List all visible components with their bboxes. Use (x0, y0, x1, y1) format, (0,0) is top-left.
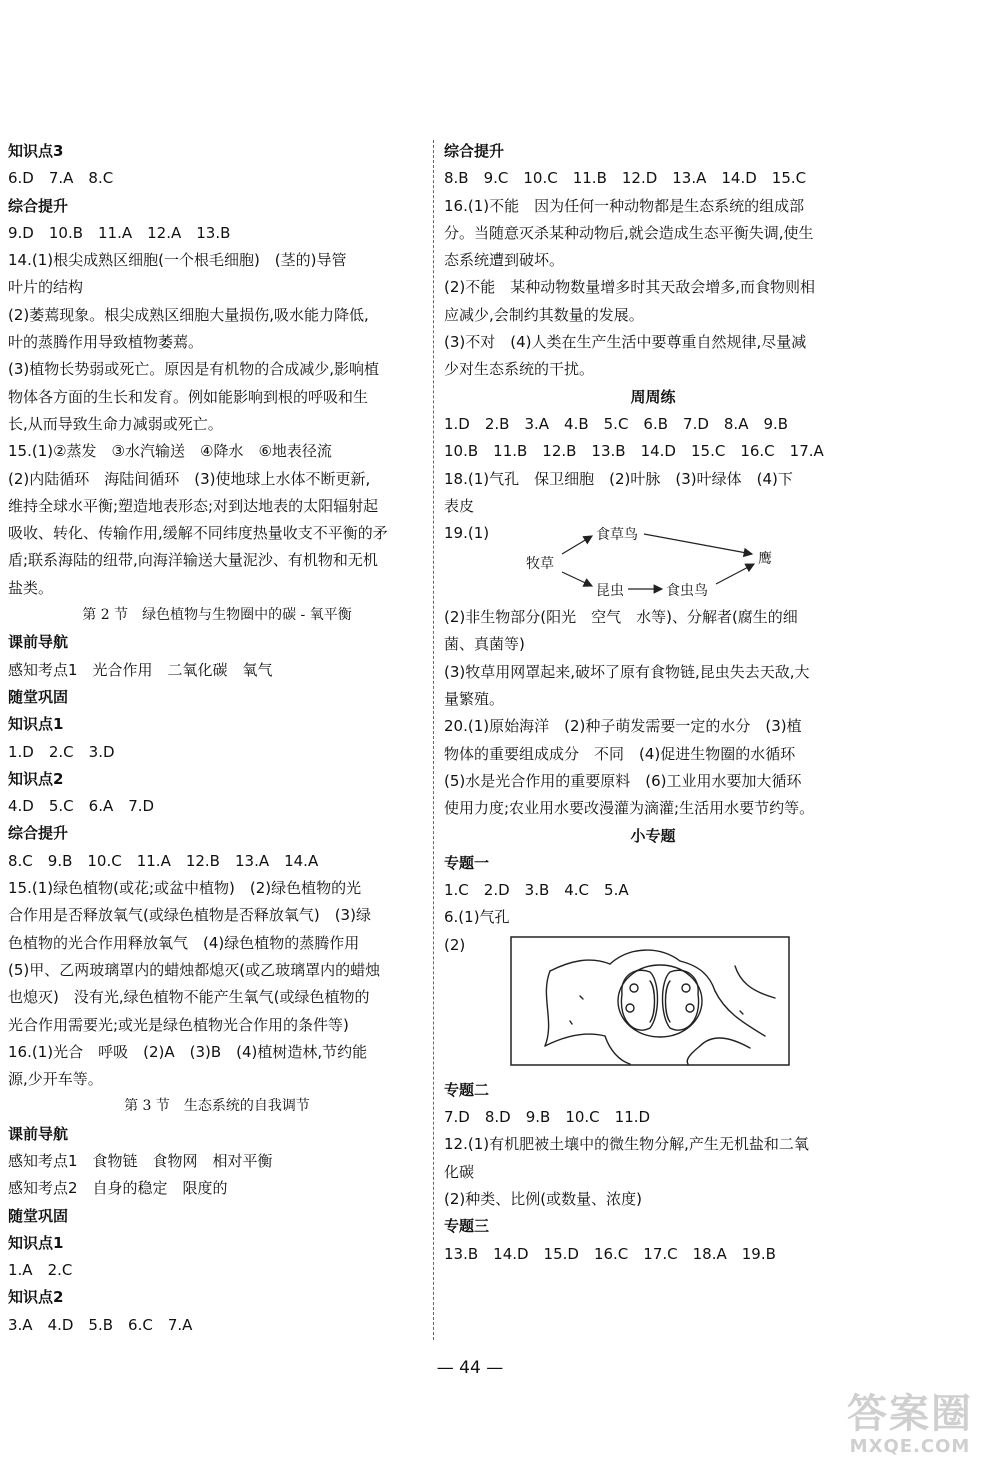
section-heading: 周周练 (630, 387, 676, 406)
answer-line: (2)非生物部分(阳光 空气 水等)、分解者(腐生的细 (444, 608, 798, 627)
stomata-figure (444, 932, 862, 1077)
subheading: 随堂巩固 (8, 1206, 69, 1225)
watermark (826, 1392, 994, 1457)
answer-line: 1.A 2.C (8, 1261, 73, 1280)
subheading: 课前导航 (8, 1124, 69, 1143)
answer-line: 使用力度;农业用水要改漫灌为滴灌;生活用水要节约等。 (444, 799, 815, 818)
answer-line: 盐类。 (8, 578, 54, 597)
section-heading: 第 2 节 绿色植物与生物圈中的碳 - 氧平衡 (82, 607, 352, 624)
answer-line: 3.A 4.D 5.B 6.C 7.A (8, 1315, 193, 1334)
subheading: 随堂巩固 (8, 687, 69, 706)
answer-line: (5)水是光合作用的重要原料 (6)工业用水要加大循环 (444, 771, 802, 790)
node-insect-bird: 食虫鸟 (666, 583, 708, 600)
subheading: 知识点1 (8, 715, 64, 734)
node-top: 鹰 (758, 551, 772, 568)
subheading: 专题二 (444, 1080, 490, 1099)
left-column (8, 138, 426, 1339)
answer-line: (5)甲、乙两玻璃罩内的蜡烛都熄灭(或乙玻璃罩内的蜡烛 (8, 960, 381, 979)
answer-line: 感知考点1 光合作用 二氧化碳 氧气 (8, 660, 273, 679)
section-heading: 第 3 节 生态系统的自我调节 (124, 1098, 310, 1115)
subheading: 综合提升 (8, 824, 69, 843)
answer-line: 12.(1)有机肥被土壤中的微生物分解,产生无机盐和二氧 (444, 1135, 809, 1154)
answer-line: 感知考点1 食物链 食物网 相对平衡 (8, 1151, 273, 1170)
right-section-a (444, 138, 862, 520)
answer-line: 1.D 2.C 3.D (8, 742, 115, 761)
food-web-diagram (444, 520, 862, 604)
answer-line: 表皮 (444, 496, 475, 515)
subheading: 综合提升 (444, 142, 505, 160)
node-insect: 昆虫 (596, 583, 624, 600)
right-section-b (444, 604, 862, 932)
answer-line: 化碳 (444, 1162, 475, 1181)
answer-line: 源,少开车等。 (8, 1070, 103, 1089)
subheading: 知识点2 (8, 1288, 64, 1307)
column-divider (433, 140, 434, 1340)
food-web-label: 19.(1) (444, 524, 490, 543)
answer-line: 色植物的光合作用释放氧气 (4)绿色植物的蒸腾作用 (8, 933, 360, 952)
answer-line: 8.C 9.B 10.C 11.A 12.B 13.A 14.A (8, 851, 319, 870)
arrow-bird-top (644, 534, 752, 554)
answer-line: 光合作用需要光;或光是绿色植物光合作用的条件等) (8, 1015, 349, 1034)
answer-line: (3)植物长势弱或死亡。原因是有机物的合成减少,影响植 (8, 360, 380, 379)
answer-line: 15.(1)绿色植物(或花;或盆中植物) (2)绿色植物的光 (8, 879, 362, 898)
figure-label: (2) (444, 935, 466, 954)
answer-line: 菌、真菌等) (444, 635, 525, 654)
right-column (444, 138, 862, 1268)
answer-line: 7.D 8.D 9.B 10.C 11.D (444, 1108, 651, 1127)
subheading: 知识点2 (8, 769, 64, 788)
stomata-drawing (510, 936, 790, 1066)
answer-line: 感知考点2 自身的稳定 限度的 (8, 1179, 228, 1198)
answer-line: 1.D 2.B 3.A 4.B 5.C 6.B 7.D 8.A 9.B (444, 414, 789, 433)
subheading: 知识点1 (8, 1233, 64, 1252)
answer-line: 1.C 2.D 3.B 4.C 5.A (444, 881, 629, 900)
answer-line: 16.(1)不能 因为任何一种动物都是生态系统的组成部 (444, 196, 805, 215)
node-producer: 牧草 (526, 556, 554, 573)
answer-line: 盾;联系海陆的纽带,向海洋输送大量泥沙、有机物和无机 (8, 551, 378, 570)
node-bird: 食草鸟 (596, 527, 638, 544)
answer-line: (2)不能 某种动物数量增多时其天敌会增多,而食物则相 (444, 278, 816, 297)
watermark-url: MXQE.COM (849, 1436, 971, 1457)
answer-line: 叶片的结构 (8, 278, 84, 297)
food-web-arrows (444, 520, 864, 604)
answer-line: 6.(1)气孔 (444, 908, 510, 927)
answer-line: 叶的蒸腾作用导致植物萎蔫。 (8, 333, 204, 352)
answer-line: (3)牧草用网罩起来,破坏了原有食物链,昆虫失去天敌,大 (444, 662, 810, 681)
subheading: 专题一 (444, 853, 490, 872)
answer-line: (2)萎蔫现象。根尖成熟区细胞大量损伤,吸水能力降低, (8, 305, 369, 324)
answer-line: 合作用是否释放氧气(或绿色植物是否释放氧气) (3)绿 (8, 906, 371, 925)
answer-line: 4.D 5.C 6.A 7.D (8, 797, 155, 816)
subheading: 专题三 (444, 1217, 490, 1236)
answer-line: 物体的重要组成成分 不同 (4)促进生物圈的水循环 (444, 744, 796, 763)
answer-line: 量繁殖。 (444, 690, 505, 709)
arrow-insectbird-top (716, 564, 754, 584)
answer-line: 长,从而导致生命力减弱或死亡。 (8, 414, 223, 433)
answer-line: 13.B 14.D 15.D 16.C 17.C 18.A 19.B (444, 1244, 776, 1263)
answer-line: 物体各方面的生长和发育。例如能影响到根的呼吸和生 (8, 387, 369, 406)
answer-line: 18.(1)气孔 保卫细胞 (2)叶脉 (3)叶绿体 (4)下 (444, 469, 793, 488)
answer-line: (2)种类、比例(或数量、浓度) (444, 1189, 642, 1208)
section-heading: 小专题 (630, 826, 676, 845)
arrow-producer-insect (562, 572, 592, 586)
answer-line: 14.(1)根尖成熟区细胞(一个根毛细胞) (茎的)导管 (8, 251, 347, 270)
answer-line: 16.(1)光合 呼吸 (2)A (3)B (4)植树造林,节约能 (8, 1042, 368, 1061)
arrow-producer-bird (562, 536, 592, 554)
answer-line: (3)不对 (4)人类在生产生活中要尊重自然规律,尽量减 (444, 333, 807, 352)
answer-line: 也熄灭) 没有光,绿色植物不能产生氧气(或绿色植物的 (8, 988, 370, 1007)
page-number: — 44 — (436, 1358, 504, 1378)
right-section-c (444, 1077, 862, 1268)
answer-line: 吸收、转化、传输作用,缓解不同纬度热量收支不平衡的矛 (8, 524, 388, 543)
answer-line: 20.(1)原始海洋 (2)种子萌发需要一定的水分 (3)植 (444, 717, 802, 736)
answer-line: 10.B 11.B 12.B 13.B 14.D 15.C 16.C 17.A (444, 442, 824, 461)
answer-line: 态系统遭到破坏。 (444, 251, 565, 270)
answer-line: 维持全球水平衡;塑造地表形态;对到达地表的太阳辐射起 (8, 496, 379, 515)
answer-line: 6.D 7.A 8.C (8, 169, 114, 188)
answer-line: 9.D 10.B 11.A 12.A 13.B (8, 223, 231, 242)
answer-line: 分。当随意灭杀某种动物后,就会造成生态平衡失调,使生 (444, 223, 814, 242)
watermark-logo: 答案圈 (847, 1391, 973, 1437)
answer-line: 应减少,会制约其数量的发展。 (444, 305, 644, 324)
subheading: 知识点3 (8, 142, 64, 160)
subheading: 综合提升 (8, 196, 69, 215)
answer-line: 少对生态系统的干扰。 (444, 360, 595, 379)
answer-line: 15.(1)②蒸发 ③水汽输送 ④降水 ⑥地表径流 (8, 442, 332, 461)
answer-line: 8.B 9.C 10.C 11.B 12.D 13.A 14.D 15.C (444, 169, 807, 188)
answer-line: (2)内陆循环 海陆间循环 (3)使地球上水体不断更新, (8, 469, 371, 488)
subheading: 课前导航 (8, 633, 69, 652)
